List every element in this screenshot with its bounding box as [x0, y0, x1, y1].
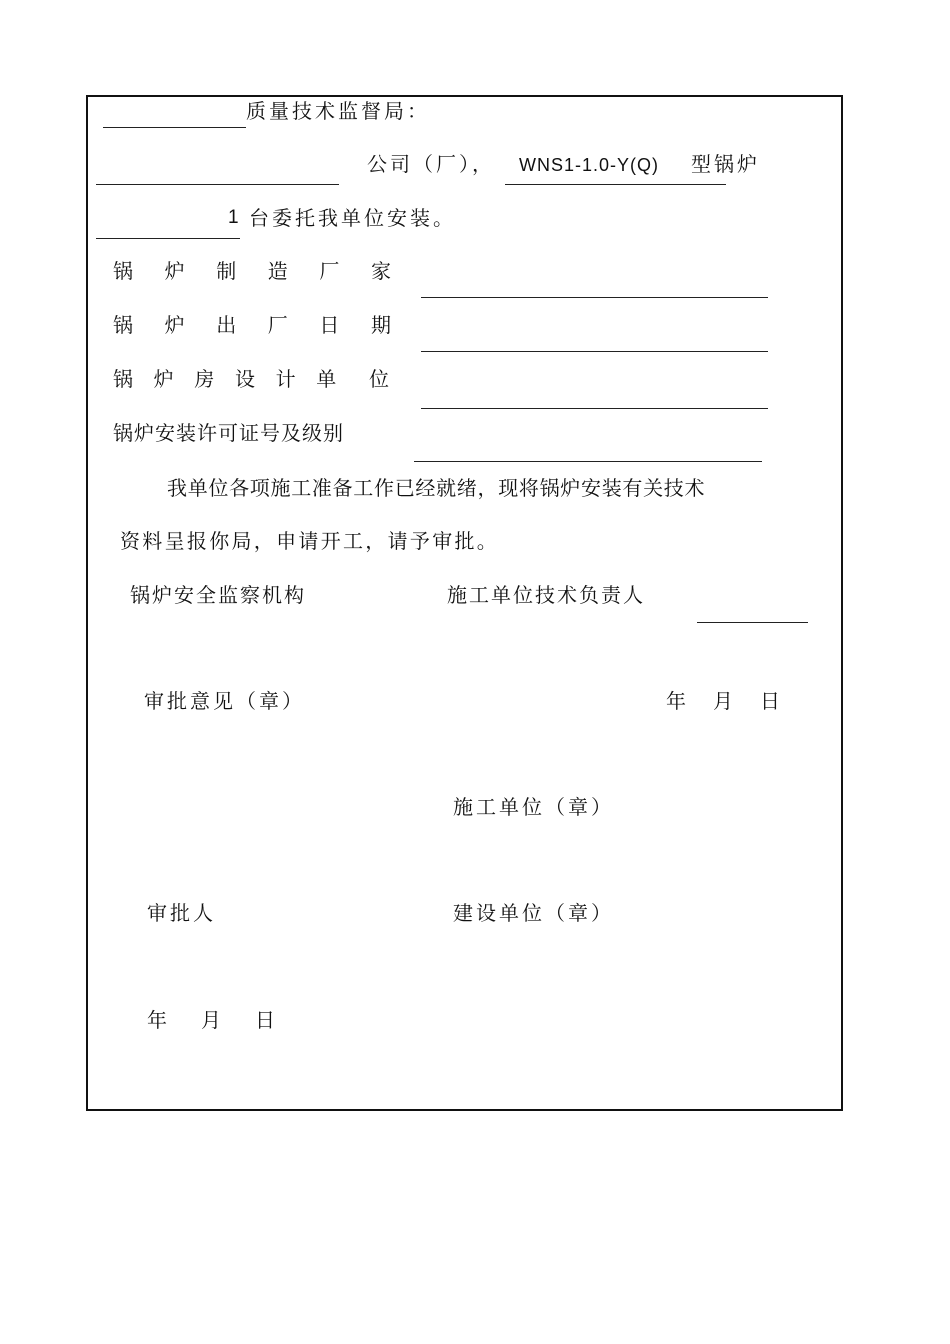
manufacturer-input-line[interactable]	[421, 297, 768, 298]
addressee-suffix: 质量技术监督局：	[246, 99, 430, 123]
addressee-blank-line	[103, 127, 246, 128]
construction-unit-label: 施工单位（章）	[453, 795, 614, 819]
company-label: 公司（厂），	[367, 152, 495, 176]
tech-lead-label: 施工单位技术负责人	[447, 583, 645, 607]
boiler-type-suffix: 型锅炉	[691, 152, 760, 176]
supervision-org-label: 锅炉安全监察机构	[130, 583, 306, 607]
company-blank-line	[96, 184, 339, 185]
count-blank-line	[96, 238, 240, 239]
manufacture-date-input-line[interactable]	[421, 351, 768, 352]
body-line-1: 我单位各项施工准备工作已经就绪，现将锅炉安装有关技术	[167, 476, 706, 500]
owner-unit-label: 建设单位（章）	[453, 901, 614, 925]
manufacturer-label: 锅 炉 制 造 厂 家	[113, 259, 391, 283]
unit-count: 1	[228, 207, 239, 228]
boiler-model: WNS1-1.0-Y(Q)	[519, 155, 660, 175]
approver-label: 审批人	[147, 901, 216, 925]
approval-opinion-label: 审批意见（章）	[144, 689, 305, 713]
design-unit-input-line[interactable]	[421, 408, 768, 409]
license-input-line[interactable]	[414, 461, 762, 462]
license-label: 锅炉安装许可证号及级别	[113, 421, 344, 445]
date-right: 年 月 日	[666, 689, 780, 713]
entrust-text: 台委托我单位安装。	[249, 206, 456, 230]
body-line-2: 资料呈报你局，申请开工，请予审批。	[120, 529, 500, 553]
boiler-model-underline	[505, 184, 726, 185]
date-left: 年 月 日	[147, 1008, 275, 1032]
tech-lead-signature-line[interactable]	[697, 622, 808, 623]
manufacture-date-label: 锅 炉 出 厂 日 期	[113, 313, 391, 337]
design-unit-label: 锅 炉 房 设 计 单 位	[113, 367, 389, 391]
